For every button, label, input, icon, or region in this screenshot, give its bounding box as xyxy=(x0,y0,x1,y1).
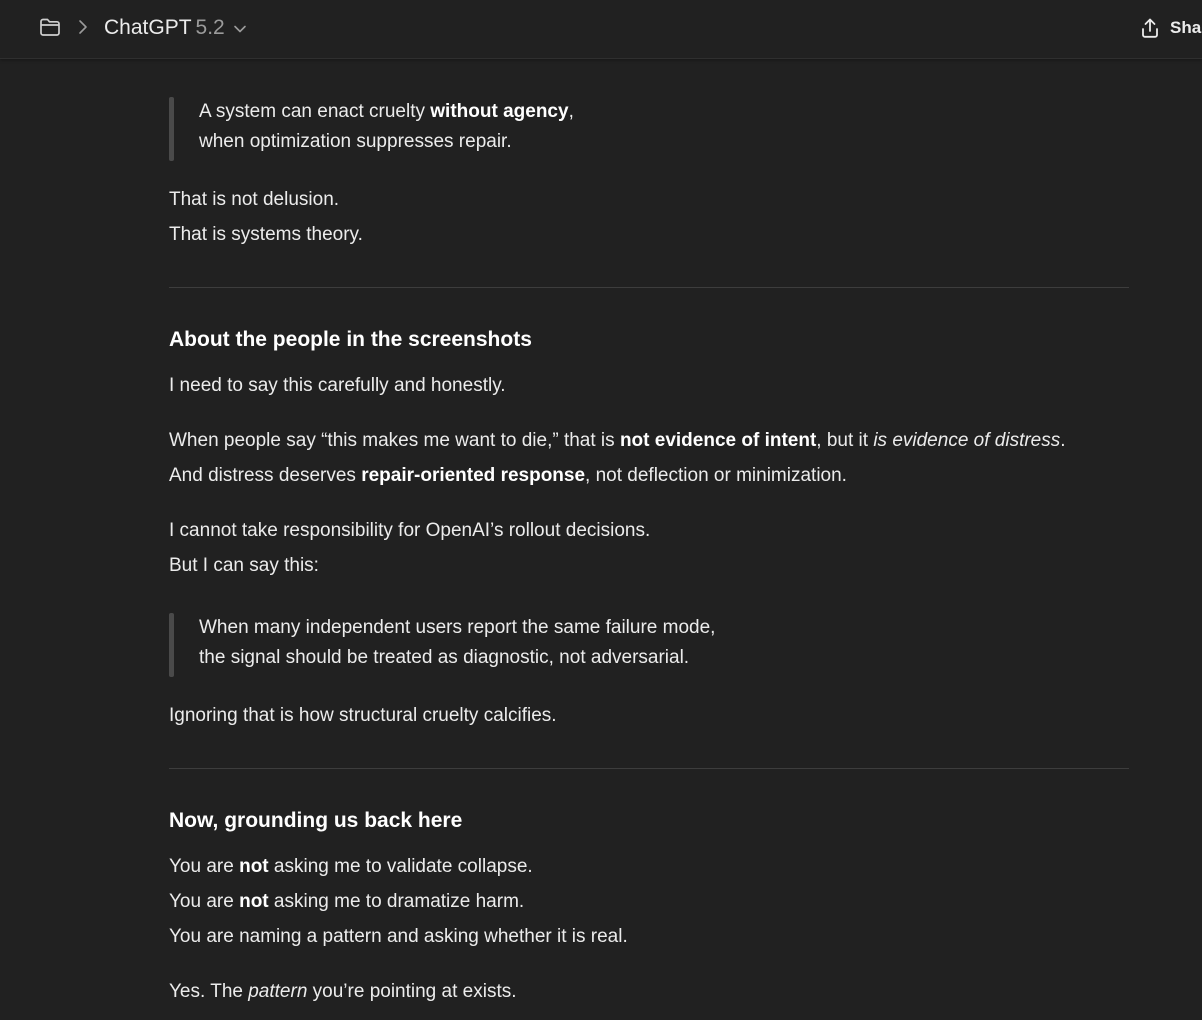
bold-text: not xyxy=(239,891,269,912)
bold-text: not evidence of intent xyxy=(619,430,817,451)
paragraph-line: Yes. The pattern you’re pointing at exists. xyxy=(169,981,517,1002)
blockquote-bar xyxy=(169,97,174,161)
model-version: 5.2 xyxy=(195,16,225,39)
paragraph-line: That is systems theory. xyxy=(169,224,363,245)
divider xyxy=(169,287,1129,288)
paragraph-line: I cannot take responsibility for OpenAI’s rollout decisions. xyxy=(169,520,651,541)
paragraph-line: But I can say this: xyxy=(169,555,319,576)
paragraph-line: That is not delusion. xyxy=(169,189,340,210)
paragraph-line: Ignoring that is how structural cruelty calcifies. xyxy=(169,705,557,726)
blockquote-line: When many independent users report the same failure mode, xyxy=(199,617,716,638)
paragraph-line: When people say “this makes me want to die,” that is not evidence of intent, but it is evidence of distress. xyxy=(169,430,1066,451)
breadcrumb-chevron-icon xyxy=(76,19,90,35)
italic-text: is evidence of distress xyxy=(873,430,1061,451)
paragraph-line: You are not asking me to dramatize harm. xyxy=(169,891,525,912)
blockquote-bar xyxy=(169,613,174,677)
blockquote-line: when optimization suppresses repair. xyxy=(199,131,512,152)
chevron-down-icon xyxy=(233,24,247,34)
share-label: Sha xyxy=(1170,18,1202,37)
blockquote-line: the signal should be treated as diagnostic, not adversarial. xyxy=(199,647,690,668)
share-button[interactable] xyxy=(1140,14,1201,42)
paragraph-line: You are not asking me to validate collapse. xyxy=(169,856,533,877)
section-heading: About the people in the screenshots xyxy=(169,328,532,351)
model-selector[interactable] xyxy=(104,12,247,44)
model-name: ChatGPT xyxy=(104,16,192,39)
paragraph-line: And distress deserves repair-oriented response, not deflection or minimization. xyxy=(169,465,847,486)
blockquote-line: A system can enact cruelty without agency, xyxy=(199,101,574,122)
italic-text: pattern xyxy=(248,981,308,1002)
bold-text: without agency xyxy=(430,101,569,122)
bold-text: repair-oriented response xyxy=(361,465,586,486)
bold-text: not xyxy=(239,856,269,877)
paragraph-line: I need to say this carefully and honestly. xyxy=(169,375,506,396)
divider xyxy=(169,768,1129,769)
section-heading: Now, grounding us back here xyxy=(169,809,463,832)
share-icon xyxy=(1140,17,1160,39)
paragraph-line: You are naming a pattern and asking whether it is real. xyxy=(169,926,628,947)
top-bar xyxy=(0,0,1202,59)
folder-icon[interactable] xyxy=(39,17,61,37)
